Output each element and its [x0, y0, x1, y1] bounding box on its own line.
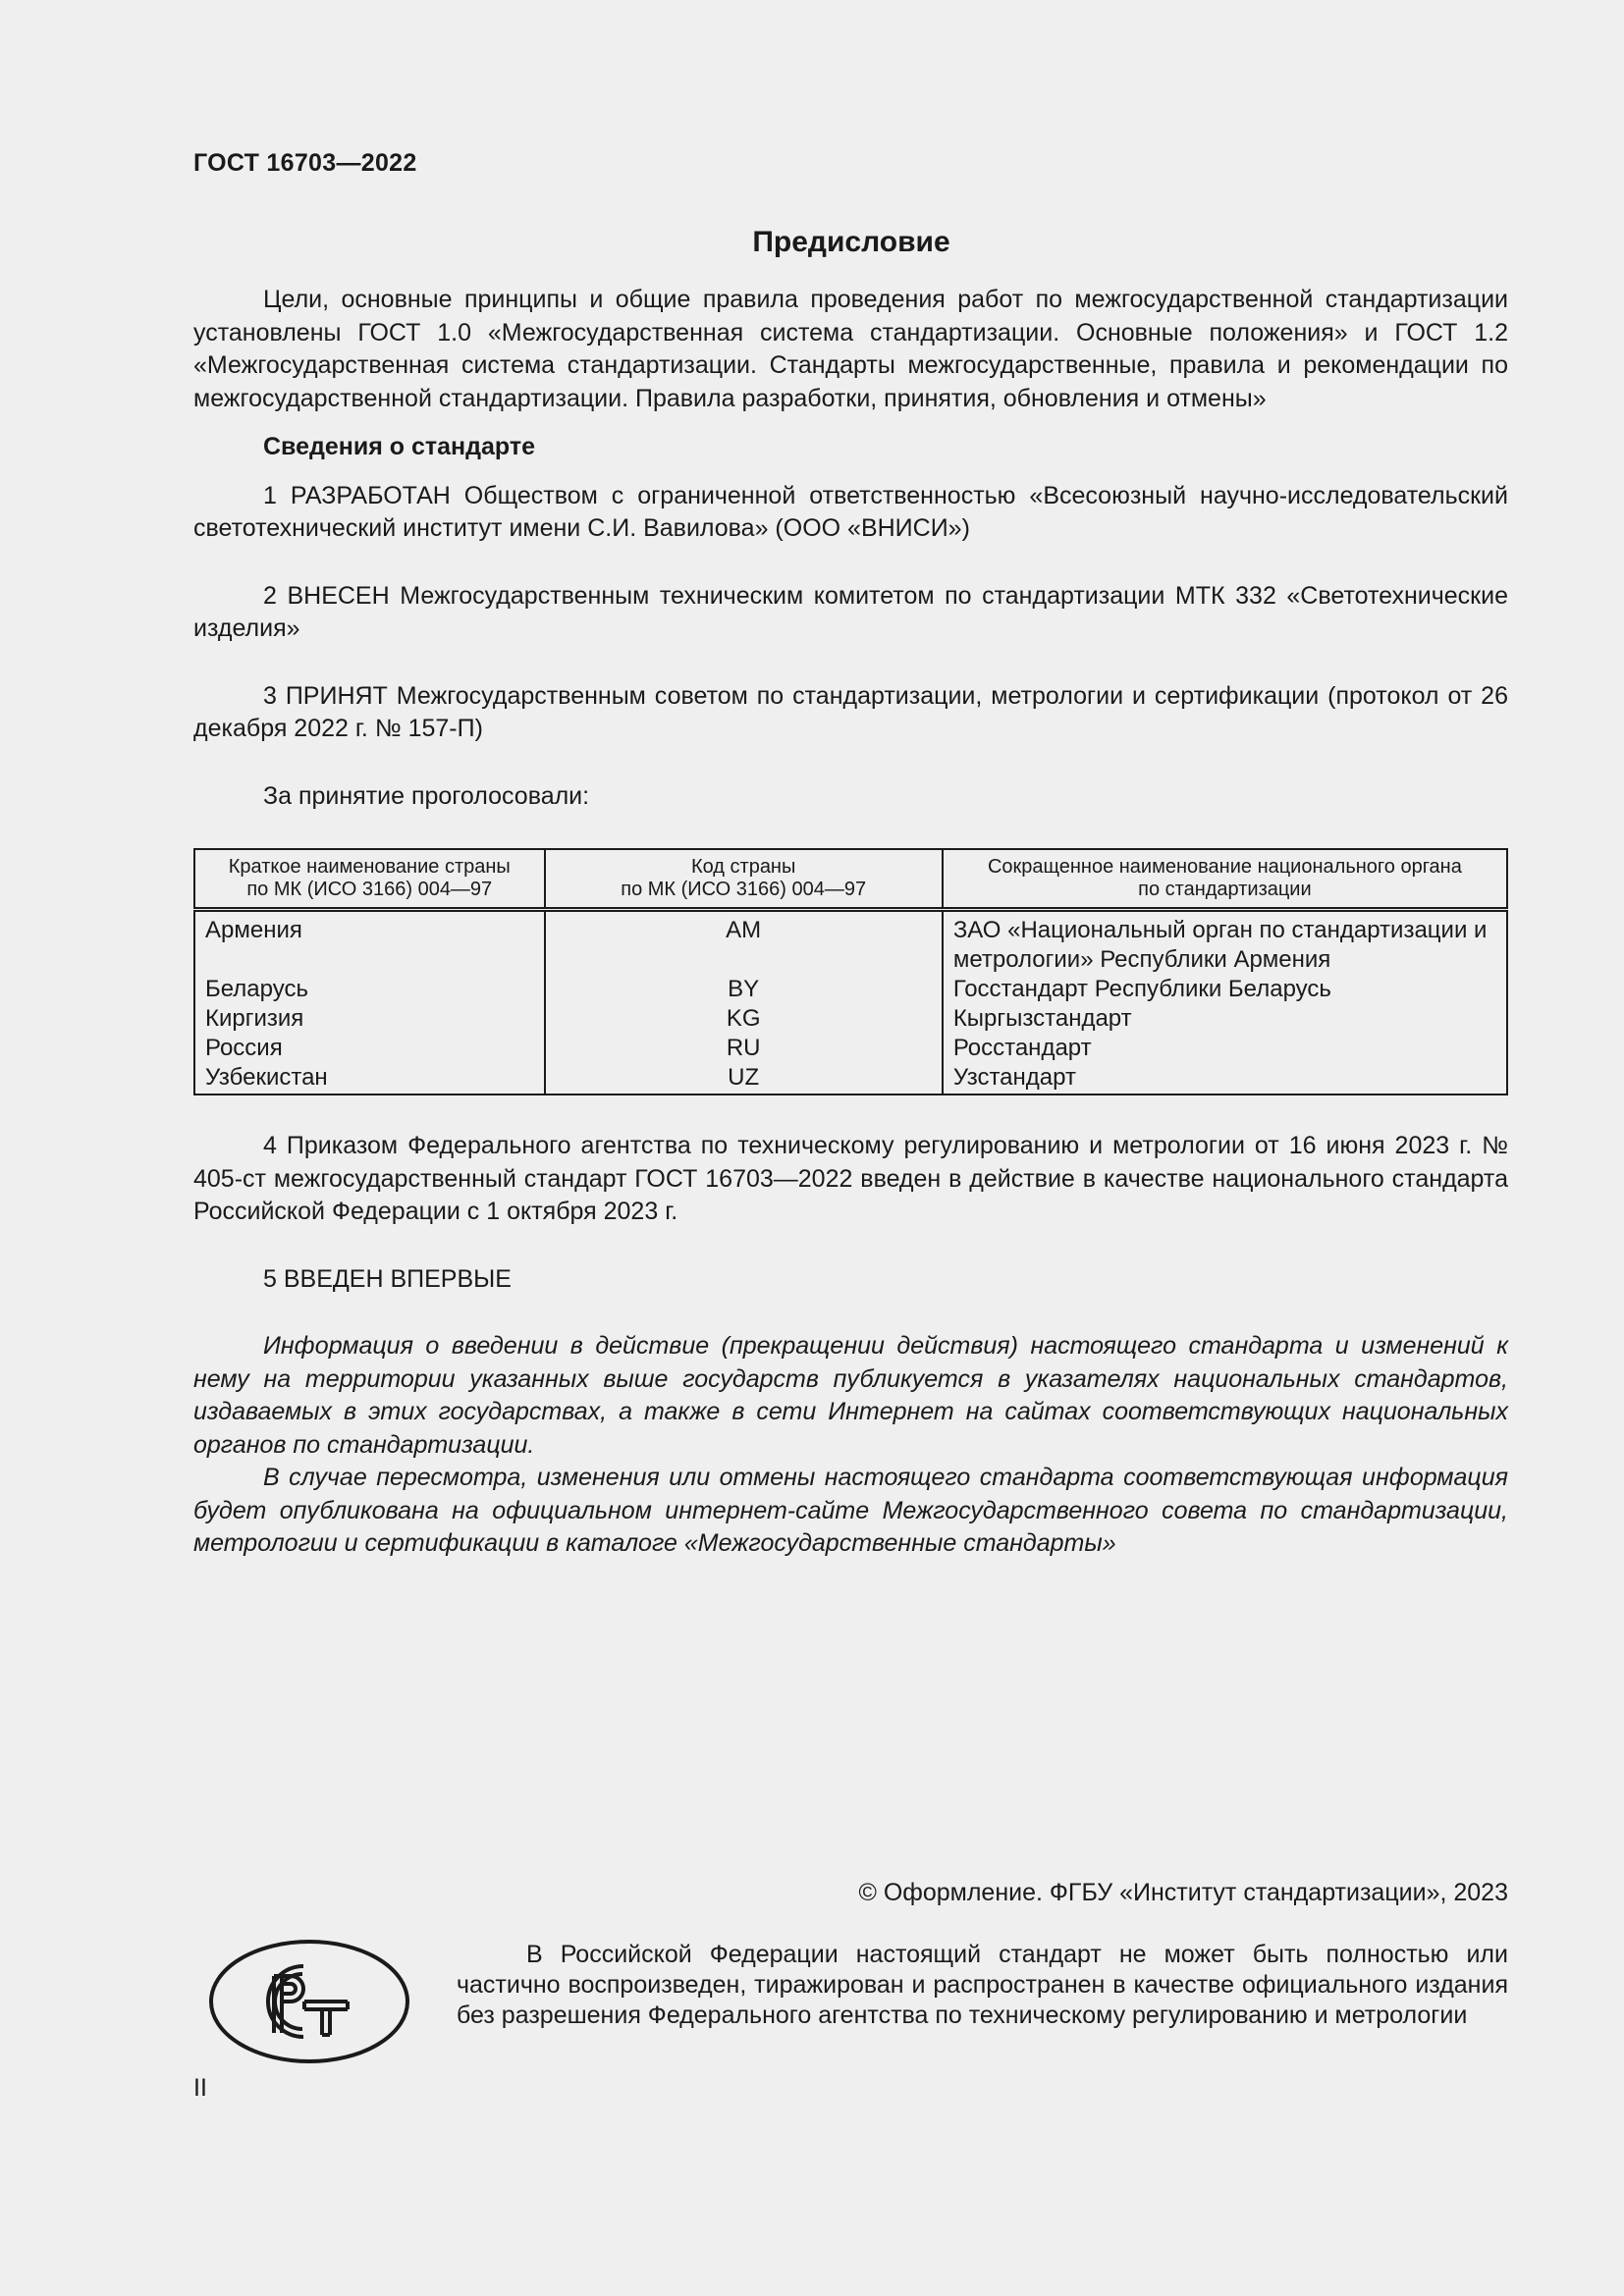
- document-body: [193, 284, 1508, 1561]
- page-title: Предисловие: [752, 226, 950, 258]
- body-cell: Росстандарт: [952, 1035, 1092, 1061]
- code-cell: UZ: [545, 1063, 943, 1095]
- section-heading: Сведения о стандарте: [263, 433, 536, 460]
- table-header-row: [194, 849, 1507, 910]
- info-paragraph-2: В случае пересмотра, изменения или отмены настоящего стандарта соответствующая информация будет опубликована на официальном интернет-сайте Межгосударственного совета по стандартизации, метрологии и сертификации в каталоге «Межгосударственные стандарты»: [193, 1464, 1508, 1557]
- country-cell: Узбекистан: [194, 1063, 545, 1095]
- code-cell: BY: [545, 975, 943, 1004]
- country-cell: Россия: [194, 1034, 545, 1063]
- intro-paragraph: Цели, основные принципы и общие правила проведения работ по межгосударственной стандартизации установлены ГОСТ 1.0 «Межгосударственная система стандартизации. Основные положения» и ГОСТ 1.2 «Межгосударственная система стандартизации. Стандарты межгосударственные, правила и рекомендации по межгосударственной стандартизации. Правила разработки, принятия, обновления и отмены»: [193, 286, 1508, 412]
- country-cell: Киргизия: [194, 1004, 545, 1034]
- copyright-line: © Оформление. ФГБУ «Институт стандартизации», 2023: [858, 1879, 1508, 1906]
- table-row: [194, 975, 1507, 1004]
- country-cell: Армения: [194, 910, 545, 976]
- item-3-adopted: 3 ПРИНЯТ Межгосударственным советом по стандартизации, метрологии и сертификации (протокол от 26 декабря 2022 г. № 157-П): [193, 681, 1508, 742]
- body-cell: Кыргызстандарт: [952, 1005, 1132, 1032]
- table-row: [194, 1034, 1507, 1063]
- item-1-developed: 1 РАЗРАБОТАН Обществом с ограниченной ответственностью «Всесоюзный научно-исследовательский светотехнический институт имени С.И. Вавилова» (ООО «ВНИСИ»): [193, 481, 1508, 542]
- code-cell: RU: [545, 1034, 943, 1063]
- vote-intro: За принятие проголосовали:: [263, 781, 590, 810]
- page-number: II: [193, 2074, 207, 2102]
- reproduction-notice: В Российской Федерации настоящий стандарт не может быть полностью или частично воспроизведен, тиражирован и распространен в качестве официального издания без разрешения Федерального агентства по техническому регулированию и метрологии: [457, 1941, 1508, 2029]
- column-header-country: Краткое наименование страны по МК (ИСО 3166) 004—97: [194, 849, 545, 910]
- document-code: ГОСТ 16703—2022: [193, 149, 417, 177]
- item-5-first-introduced: 5 ВВЕДЕН ВПЕРВЫЕ: [263, 1264, 512, 1293]
- code-cell: AM: [545, 910, 943, 976]
- item-4-order: 4 Приказом Федерального агентства по техническому регулированию и метрологии от 16 июня 2023 г. № 405-ст межгосударственный стандарт ГОСТ 16703—2022 введен в действие в качестве национального стандарта Российской Федерации с 1 октября 2023 г.: [193, 1132, 1508, 1225]
- country-cell: Беларусь: [194, 975, 545, 1004]
- column-header-code: Код страны по МК (ИСО 3166) 004—97: [545, 849, 943, 910]
- body-cell: Узстандарт: [952, 1064, 1076, 1091]
- pct-certification-mark-icon: [208, 1939, 410, 2064]
- item-2-submitted: 2 ВНЕСЕН Межгосударственным техническим комитетом по стандартизации МТК 332 «Светотехнические изделия»: [193, 581, 1508, 642]
- body-cell: Госстандарт Республики Беларусь: [952, 976, 1331, 1002]
- code-cell: KG: [545, 1004, 943, 1034]
- column-header-body: Сокращенное наименование национального органа по стандартизации: [943, 849, 1507, 910]
- table-row: [194, 1004, 1507, 1034]
- voting-table: [193, 848, 1508, 1095]
- table-row: [194, 910, 1507, 976]
- info-paragraph-1: Информация о введении в действие (прекращении действия) настоящего стандарта и изменений к нему на территории указанных выше государств публикуется в указателях национальных стандартов, издаваемых в этих государствах, а также в сети Интернет на сайтах соответствующих национальных органов по стандартизации.: [193, 1332, 1508, 1459]
- body-cell: ЗАО «Национальный орган по стандартизации и метрологии» Республики Армения: [952, 917, 1488, 973]
- table-row: [194, 1063, 1507, 1095]
